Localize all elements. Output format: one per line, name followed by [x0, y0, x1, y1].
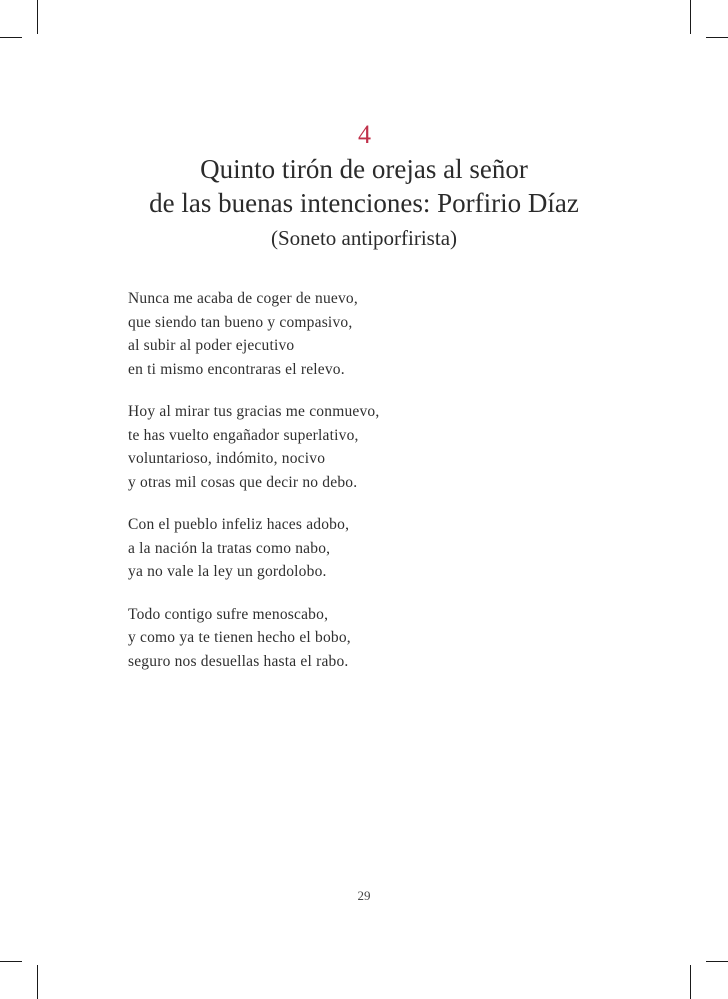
- stanza-2: [128, 400, 568, 494]
- poem-body: [128, 287, 568, 692]
- poem-subtitle: (Soneto antiporfirista): [270, 226, 458, 250]
- verse-line: que siendo tan bueno y compasivo,: [128, 313, 353, 331]
- verse-line: al subir al poder ejecutivo: [128, 337, 295, 354]
- crop-mark-bottom-right-vertical: [690, 965, 691, 999]
- stanza-4: [128, 603, 568, 674]
- page-number: 29: [357, 888, 371, 903]
- poem-title-line-2: de las buenas intenciones: Porfirio Díaz: [149, 188, 579, 218]
- poem-header: [0, 120, 728, 252]
- verse-line: voluntarioso, indómito, nocivo: [128, 450, 326, 467]
- verse-line: Hoy al mirar tus gracias me conmuevo,: [128, 403, 380, 420]
- crop-mark-top-left-vertical: [37, 0, 38, 34]
- verse-line: te has vuelto engañador superlativo,: [128, 426, 359, 444]
- stanza-1: [128, 287, 568, 381]
- stanza-3: [128, 513, 568, 584]
- crop-mark-bottom-right-horizontal: [706, 961, 728, 962]
- crop-mark-top-right-vertical: [690, 0, 691, 34]
- verse-line: Con el pueblo infeliz haces adobo,: [128, 516, 350, 533]
- verse-line: a la nación la tratas como nabo,: [128, 539, 331, 557]
- crop-mark-top-right-horizontal: [706, 37, 728, 38]
- verse-line: Todo contigo sufre menoscabo,: [128, 605, 329, 623]
- verse-line: y como ya te tienen hecho el bobo,: [128, 629, 351, 646]
- verse-line: seguro nos desuellas hasta el rabo.: [128, 652, 349, 670]
- poem-number: 4: [358, 120, 371, 149]
- crop-mark-bottom-left-horizontal: [0, 961, 22, 962]
- verse-line: y otras mil cosas que decir no debo.: [128, 473, 358, 491]
- verse-line: ya no vale la ley un gordolobo.: [128, 563, 327, 580]
- verse-line: Nunca me acaba de coger de nuevo,: [128, 290, 358, 307]
- poem-title-line-1: Quinto tirón de orejas al señor: [200, 154, 528, 184]
- crop-mark-top-left-horizontal: [0, 37, 22, 38]
- poem-title: [0, 152, 728, 220]
- verse-line: en ti mismo encontraras el relevo.: [128, 360, 345, 378]
- crop-mark-bottom-left-vertical: [37, 965, 38, 999]
